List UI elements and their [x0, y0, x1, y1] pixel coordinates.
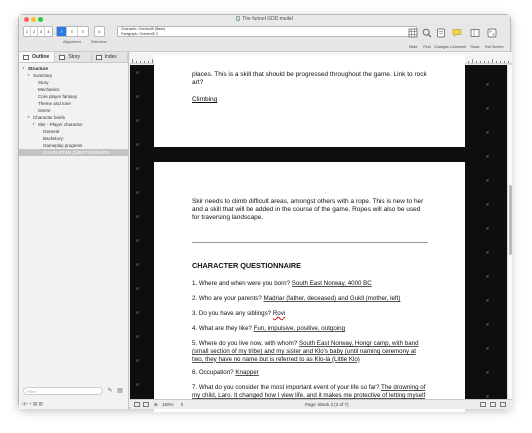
find-label: Find — [423, 45, 431, 49]
ruler-tick — [152, 59, 153, 63]
toolbar — [19, 24, 510, 52]
outline-item[interactable] — [19, 142, 128, 149]
background-dot — [486, 395, 489, 398]
comment-label: Comment — [450, 45, 466, 49]
disclosure-triangle-icon[interactable]: ▼ — [22, 66, 25, 70]
page1-paragraph — [192, 71, 428, 87]
ruler-tick — [136, 61, 137, 63]
outline-item-label: General — [43, 129, 60, 134]
zoom-level[interactable]: 150% — [162, 402, 174, 407]
background-dot — [486, 323, 489, 326]
outline-icon — [23, 55, 29, 60]
window-title — [19, 16, 510, 22]
outline-item-label: Skir - Player character — [38, 122, 83, 127]
ruler-tick — [500, 61, 501, 63]
view-segmented-control[interactable] — [23, 26, 53, 37]
ruler-tick — [476, 61, 477, 63]
questionnaire-heading: CHARACTER QUESTIONNAIRE — [192, 261, 302, 270]
answer-3[interactable]: Rovi — [272, 310, 286, 317]
outline-item-label: Core player fantasy — [38, 94, 78, 99]
page1-line-2: art? — [192, 79, 204, 87]
ruler-tick — [484, 61, 485, 63]
question-4-text: 4. What are they like? — [192, 325, 254, 332]
background-dot — [486, 179, 489, 182]
background-dot — [136, 95, 139, 98]
tab-story[interactable] — [55, 52, 91, 62]
background-dot — [486, 299, 489, 302]
question-5 — [192, 340, 428, 363]
background-dot — [136, 119, 139, 122]
app-window — [18, 14, 511, 408]
background-dot — [136, 383, 139, 386]
outline-item-label: Story — [38, 80, 49, 85]
sidebar-filter-input[interactable]: Filter — [23, 387, 103, 395]
question-4 — [192, 325, 428, 333]
question-2 — [192, 295, 428, 303]
style-selector[interactable] — [117, 26, 417, 37]
background-dot — [136, 239, 139, 242]
answer-4[interactable]: Fun, impulsive, positive, outgoing — [253, 325, 346, 332]
outline-tree — [19, 65, 128, 156]
page-current — [154, 162, 465, 412]
status-bar — [130, 399, 512, 409]
intro-paragraph: Skir needs to climb difficult areas, amongst others with a rope. This is new to her and a skill that will be added in the course of the game. Ropes will also be used for traversing landscape. — [192, 198, 424, 222]
background-dot — [136, 263, 139, 266]
page1-line-1: places. This is a skill that should be progressed throughout the game. Link to rock — [192, 71, 427, 78]
question-6-text: 6. Occupation? — [192, 369, 236, 376]
table-button[interactable] — [406, 25, 420, 49]
section-divider — [192, 242, 428, 243]
outline-item-label: Mechanics — [38, 87, 60, 92]
window-title-text: The funnel GDD.meilel — [242, 16, 293, 22]
outline-item-label: Character briefs — [33, 115, 66, 120]
outline-item[interactable] — [19, 128, 128, 135]
outline-item-label: CHARACTER QUESTIONNAIRE — [43, 150, 110, 155]
ruler-tick — [472, 59, 473, 63]
background-dot — [486, 251, 489, 254]
background-dot — [136, 191, 139, 194]
ruler-tick — [480, 61, 481, 63]
ruler-tick — [508, 61, 509, 63]
ruler-tick — [140, 61, 141, 63]
alignment-segmented-control[interactable] — [56, 26, 89, 37]
zoom-stepper-icon[interactable]: ⇕ — [180, 402, 184, 407]
page-info: Page: Blank 3 (3 of 7) — [305, 402, 349, 407]
background-dot — [486, 203, 489, 206]
question-3 — [192, 310, 428, 318]
tab-outline[interactable] — [19, 52, 55, 62]
sidebar-bottom-controls[interactable]: ◁▷ + ▤ ▥ — [21, 401, 43, 406]
changes-icon — [436, 28, 446, 38]
story-icon — [59, 55, 65, 60]
inspector-icon[interactable] — [500, 402, 506, 407]
full-screen-button[interactable] — [485, 25, 504, 49]
view-segment-4[interactable]: 4 — [47, 29, 50, 34]
sidebar-tabs — [19, 52, 128, 63]
page-previous — [154, 55, 465, 147]
question-6 — [192, 369, 428, 377]
page-view-icon[interactable] — [143, 402, 149, 407]
alignment-caption: Alignment — [63, 39, 81, 44]
align-right-button[interactable]: ≡ — [81, 29, 85, 34]
outline-item[interactable] — [19, 149, 128, 156]
view-segment-1[interactable]: 1 — [24, 27, 31, 36]
outline-item[interactable] — [19, 86, 128, 93]
find-button[interactable] — [420, 25, 434, 49]
title-bar — [19, 15, 510, 24]
page-layout-icon[interactable] — [480, 402, 486, 407]
word-count-icon[interactable] — [490, 402, 496, 407]
document-canvas[interactable] — [130, 65, 512, 399]
view-segment-2[interactable]: 2 — [31, 27, 38, 36]
climbing-link[interactable]: Climbing — [192, 96, 218, 103]
disclosure-triangle-icon[interactable]: ▼ — [27, 115, 30, 119]
answer-6[interactable]: Knapper — [235, 369, 259, 376]
show-label: Show — [470, 45, 480, 49]
full-screen-icon — [487, 28, 497, 38]
outline-item-label: Gameplay progress — [43, 143, 83, 148]
disclosure-triangle-icon[interactable]: ▼ — [27, 73, 30, 77]
background-dot — [486, 275, 489, 278]
changes-label: Changes — [434, 45, 449, 49]
edit-pencil-icon[interactable]: ✎ — [107, 388, 113, 394]
ruler-tick — [488, 61, 489, 63]
background-dot — [136, 143, 139, 146]
background-dot — [136, 71, 139, 74]
trash-icon[interactable]: ▤ — [117, 388, 123, 394]
disclosure-triangle-icon[interactable]: ▼ — [32, 122, 35, 126]
answer-1[interactable]: South East Norway, 4000 BC — [291, 280, 372, 287]
character-style-text: Character; Overlord'll (Base) — [121, 27, 166, 31]
layout-toggle-icon[interactable] — [134, 402, 140, 407]
outline-item[interactable] — [19, 114, 128, 121]
outline-item[interactable] — [19, 135, 128, 142]
answer-2[interactable]: Madriar (father, deceased) and Gukll (mother, left) — [263, 295, 401, 302]
outline-item-label: Genre — [38, 108, 51, 113]
paragraph-style-text: Paragraph; Overlord'll 3 — [121, 31, 158, 36]
outline-item[interactable] — [19, 72, 128, 79]
outline-item-label: Theme and tone — [38, 101, 71, 106]
background-dot — [136, 335, 139, 338]
answer-5[interactable]: South East Norway, Hongr camp, with band (small section of my tribe) and my sister and Klo's baby (until naming ceremony at two, they have no name but is referred to as Klo-la (Little Klo) — [192, 340, 419, 363]
sidebar — [19, 52, 129, 409]
background-dot — [136, 311, 139, 314]
background-dot — [486, 155, 489, 158]
question-2-text: 2. Who are your parents? — [192, 295, 264, 302]
ruler-tick — [468, 61, 469, 63]
show-icon — [470, 28, 480, 38]
outline-item[interactable] — [19, 100, 128, 107]
outline-item[interactable] — [19, 121, 128, 128]
ruler-tick — [504, 61, 505, 63]
background-dot — [136, 215, 139, 218]
background-dot — [136, 287, 139, 290]
comment-button[interactable] — [450, 25, 464, 49]
tab-index-label: Index — [104, 54, 117, 60]
zoom-icon: ⊕ — [154, 402, 158, 407]
document-icon — [236, 16, 240, 21]
background-dot — [486, 371, 489, 374]
outline-item[interactable] — [19, 107, 128, 114]
outline-item[interactable] — [19, 93, 128, 100]
question-1-text: 1. Where and when were you born? — [192, 280, 292, 287]
align-center-button[interactable]: ≡ — [67, 27, 77, 36]
full-screen-label: Full Screen — [485, 45, 504, 49]
direction-caption: Direction — [91, 39, 107, 44]
background-dot — [486, 131, 489, 134]
show-button[interactable] — [468, 25, 482, 49]
background-dot — [136, 359, 139, 362]
direction-button[interactable] — [94, 26, 105, 37]
tab-story-label: Story — [68, 54, 80, 60]
table-label: Table — [408, 45, 418, 49]
background-dot — [136, 167, 139, 170]
question-5-text: 5. Where do you live now, with whom? — [192, 340, 299, 347]
changes-button[interactable] — [434, 25, 448, 49]
outline-item-label: Structure — [28, 66, 49, 71]
tab-outline-label: Outline — [32, 54, 50, 60]
outline-item-label: Summary — [33, 73, 53, 78]
search-icon — [422, 28, 432, 38]
question-7-text: 7. What do you consider the most important event of your life so far? — [192, 384, 382, 391]
page1-link-line — [192, 96, 428, 104]
ruler-tick — [492, 59, 493, 63]
question-1 — [192, 280, 428, 288]
answer-7[interactable]: The drowning of my child, Laro. It changed how I view life, and it makes me protective of letting myself — [192, 384, 426, 399]
question-3-text: 3. Do you have any siblings? — [192, 310, 273, 317]
table-icon — [408, 28, 418, 38]
ruler-tick — [496, 61, 497, 63]
ruler-tick — [132, 59, 133, 63]
ruler-tick — [148, 61, 149, 63]
index-icon — [96, 55, 102, 60]
ruler-tick — [144, 61, 145, 63]
outline-item[interactable] — [19, 65, 128, 72]
outline-item-label: Backstory: — [43, 136, 65, 141]
background-dot — [486, 227, 489, 230]
direction-icon: ▷ — [97, 29, 102, 34]
vertical-scrollbar[interactable] — [507, 65, 512, 399]
outline-item[interactable] — [19, 79, 128, 86]
background-dot — [486, 83, 489, 86]
comment-icon — [452, 28, 462, 38]
align-left-button[interactable]: ≡ — [57, 27, 67, 36]
background-dot — [486, 347, 489, 350]
view-segment-3[interactable]: 3 — [38, 27, 45, 36]
scrollbar-thumb[interactable] — [509, 185, 512, 255]
background-dot — [486, 107, 489, 110]
tab-index[interactable] — [92, 52, 128, 62]
